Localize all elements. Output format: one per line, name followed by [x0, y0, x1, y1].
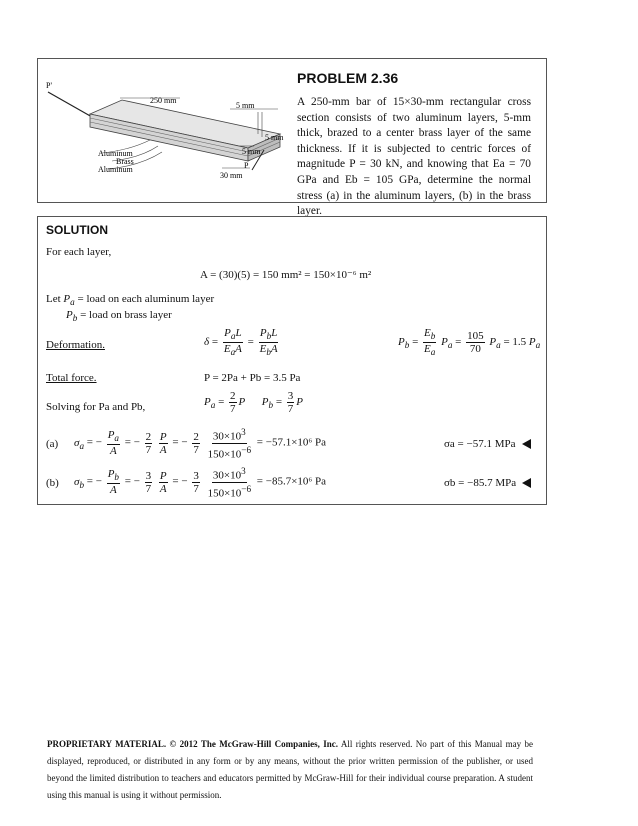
- label-5mm-3: 5 mm: [242, 147, 261, 156]
- answer-marker-icon: [522, 439, 531, 449]
- area-equation: A = (30)(5) = 150 mm² = 150×10⁻⁶ m²: [200, 269, 372, 281]
- let-word: Let: [46, 293, 61, 305]
- label-brass: Brass: [116, 157, 134, 166]
- label-250mm: 250 mm: [150, 96, 177, 105]
- copyright-footer: [47, 736, 533, 804]
- footer-text: All rights reserved. No part of this Manual may be displayed, reproduced, or distributed in any form or by any means, without the prior written permission of the publisher, or used beyond the limited distribution to teachers and educators permitted by McGraw-Hill for their individual course preparation. A student using this manual is using it without permission.: [47, 739, 533, 800]
- part-a-answer-text: σa = −57.1 MPa: [444, 438, 516, 450]
- pb-ratio-equation: $P_b$ = $\frac{E_b}{E_a}$ $P_a$ = $\frac{105}{70}$ $P_a = 1.5$ $P_a$: [398, 327, 541, 358]
- pa-definition: = load on each aluminum layer: [77, 293, 215, 305]
- solution-title: SOLUTION: [46, 223, 108, 237]
- label-p: P: [244, 161, 249, 170]
- part-a-answer: [444, 438, 531, 450]
- let-pb-line: $P_b$ = load on brass layer: [66, 309, 172, 324]
- solution-box: [37, 216, 547, 505]
- label-5mm-2: 5 mm: [265, 133, 284, 142]
- label-5mm-1: 5 mm: [236, 101, 255, 110]
- bar-figure: [40, 62, 290, 197]
- footer-bold: PROPRIETARY MATERIAL. © 2012 The McGraw-Hill Companies, Inc.: [47, 739, 338, 749]
- part-b-result: = −85.7×10⁶ Pa: [256, 475, 326, 488]
- solved-loads: $P_a$ = $\frac{2}{7}$ P $P_b$ = $\frac{3}{7}$ P: [204, 390, 304, 415]
- total-force-equation: P = 2Pa + Pb = 3.5 Pa: [204, 372, 301, 384]
- label-30mm: 30 mm: [220, 171, 243, 180]
- part-b-answer-text: σb = −85.7 MPa: [444, 477, 517, 489]
- solving-label: Solving for Pa and Pb,: [46, 401, 146, 413]
- part-a-equation: $\sigma_a$ = − $\frac{P_a}{A}$ = − $\frac{2}{7}$ $\frac{P}{A}$ = − $\frac{2}{7}$ $\frac{30\times 10^3}{150\times 10^{-6}}$ = −57.1×10⁶ Pa: [74, 427, 326, 461]
- force-arrow-left: [48, 92, 92, 117]
- for-each-layer: For each layer,: [46, 246, 112, 258]
- deformation-equation: δ = $\frac{P_aL}{E_aA}$ = $\frac{P_bL}{E_bA}$: [204, 327, 278, 358]
- problem-title: PROBLEM 2.36: [297, 70, 399, 86]
- let-pa-line: Let $P_a$ = load on each aluminum layer: [46, 293, 215, 308]
- part-a-result: = −57.1×10⁶ Pa: [256, 436, 326, 449]
- answer-marker-icon: [522, 478, 531, 488]
- problem-statement: A 250-mm bar of 15×30-mm rectangular cross section consists of two aluminum layers, 5-mm thick, brazed to a center brass layer of the same thickness. If it is subjected to centric forces of magnitude P = 30 kN, and knowing that Ea = 70 GPa and Eb = 105 GPa, determine the normal stress (a) in the aluminum layers, (b) in the brass layer.: [297, 96, 531, 218]
- label-aluminum-top: Aluminum: [98, 149, 133, 158]
- deformation-label: Deformation.: [46, 339, 105, 351]
- part-b-answer: [444, 477, 531, 489]
- part-b-equation: $\sigma_b$ = − $\frac{P_b}{A}$ = − $\frac{3}{7}$ $\frac{P}{A}$ = − $\frac{3}{7}$ $\frac{30\times 10^3}{150\times 10^{-6}}$ = −85.7×10⁶ Pa: [74, 466, 326, 500]
- label-p-prime: P': [46, 81, 52, 90]
- part-b-label: (b): [46, 477, 59, 489]
- total-force-label: Total force.: [46, 372, 97, 384]
- label-aluminum-bottom: Aluminum: [98, 165, 133, 174]
- pb-definition: = load on brass layer: [80, 309, 172, 321]
- part-a-label: (a): [46, 438, 59, 450]
